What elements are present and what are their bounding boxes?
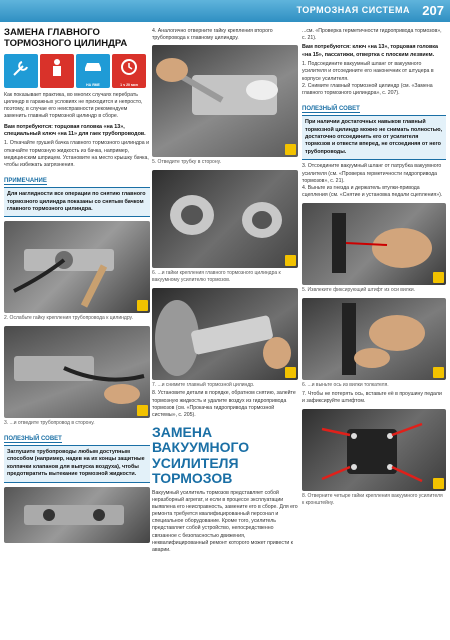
- booster-nuts-illustration: [302, 409, 446, 491]
- caption-step-2: 2. Ослабьте гайку крепления трубопровода к цилиндру.: [4, 315, 133, 322]
- step-1-text: 1. Откачайте грушей бачка главного тормозного цилиндра и откачайте тормозную жидкость из бачка, например, медицинским шприцем. Установите на место крышку бачка, чтобы избежать загрязнения.: [4, 140, 150, 168]
- tool-badge-icon: [285, 367, 296, 378]
- caption-step-7: 7. ...и снимите главный тормозной цилиндр.: [152, 381, 255, 388]
- booster-heading-line-1: ЗАМЕНА: [152, 424, 213, 441]
- step-8-text: 8. Установите детали в порядке, обратном снятию, залейте тормозную жидкость и удалите воздух из гидропривода тормозов (см. «Прокачка гидропривода тормозной системы», с. 205).: [152, 390, 296, 418]
- photo-step-4: [152, 45, 298, 157]
- heading-line-1: ЗАМЕНА ГЛАВНОГО: [4, 27, 100, 38]
- note-text: Для наглядности все операции по снятию главного тормозного цилиндра показаны со снятым бачком главного тормозного цилиндра.: [7, 191, 146, 213]
- caption-booster-step-5: 5. Извлеките фиксирующий штифт из оси вилки.: [302, 287, 416, 294]
- photo-booster-step-5: [302, 203, 446, 285]
- tool-badge-icon: [137, 300, 148, 311]
- photo-step-2: [4, 221, 150, 313]
- capped-lines-illustration: [4, 487, 150, 543]
- tip-heading-2: ПОЛЕЗНЫЙ СОВЕТ: [302, 106, 360, 113]
- caption-step-5: 5. Отведите трубку в сторону.: [152, 159, 221, 166]
- step-4-text: 4. Аналогично отверните гайку крепления второго трубопровода к главному цилиндру.: [152, 28, 273, 42]
- page-number: 207: [422, 3, 444, 18]
- tip-text-2: При наличии достаточных навыков главный тормозной цилиндр можно не снимать полностью, достаточно отсоединить его от усилителя тормозов и отвести вперед, не отсоединяя от него трубопроводы.: [305, 119, 443, 155]
- wrench-icon: [4, 54, 38, 88]
- tool-badge-icon: [433, 367, 444, 378]
- note-box: [4, 187, 150, 217]
- booster-intro-text: Вакуумный усилитель тормозов представляет собой неразборный агрегат, и если в процессе эксплуатации выявлена его неисправность, замените его в сборе. Для его ремонта требуется квалифицированный персонал и специальное оборудование. Кроме того, усилитель представляет собой устройство, непосредственно связанное с безопасностью движения, неквалифицированный ремонт которого может привести к аварии.: [152, 489, 298, 553]
- tip-box-2: [302, 115, 446, 160]
- photo-step-3: [4, 326, 150, 418]
- booster-step-7-text: 7. Чтобы не потерять ось, вставьте её в проушину педали и зафиксируйте штифтом.: [302, 390, 442, 404]
- tool-badge-icon: [285, 144, 296, 155]
- photo-step-6: [152, 170, 298, 268]
- booster-steps-a: 1. Подсоедините вакуумный шланг от вакуумного усилителя и отсоедините его наконечник от штуцера в корпусе усилителя. 2. Снимите главный тормозной цилиндр (см. «Замена главного тормозного цилиндра», с. 207).: [302, 61, 434, 96]
- photo-caps: [4, 487, 150, 543]
- intro-text: Как показывает практика, во многих случаях перебрать цилиндр в гаражных условиях не приходится и непросто, поэтому, в случае его неисправности рекомендуем заменить главный тормозной цилиндр в сборе.: [4, 91, 143, 120]
- section-heading-booster: [152, 425, 298, 487]
- photo-booster-step-8: [302, 409, 446, 491]
- tip-heading: ПОЛЕЗНЫЙ СОВЕТ: [4, 435, 62, 442]
- clock-icon-label: 1 ч 20 мин: [120, 82, 138, 87]
- booster-tools-text: Вам потребуются: ключ «на 13», торцовая головка «на 15», пассатижи, отвертка с плоским лезвием.: [302, 44, 438, 58]
- tool-badge-icon: [285, 255, 296, 266]
- photo-booster-step-6: [302, 298, 446, 380]
- continued-text: ...см. «Проверка герметичности гидропривода тормозов», с. 21).: [302, 28, 442, 42]
- section-title-header: ТОРМОЗНАЯ СИСТЕМА: [296, 5, 410, 15]
- tip-text: Заглушите трубопроводы любым доступным способом (например, надев на их концы защитные колпачки клапанов для выпуска воздуха), чтобы предотвратить вытекание тормозной жидкости.: [7, 448, 145, 478]
- section-heading-master-cylinder: [4, 28, 150, 50]
- photo-step-7: [152, 288, 298, 380]
- clock-icon: [112, 54, 146, 88]
- requirement-icons: [4, 54, 150, 88]
- page-header: [0, 0, 450, 22]
- brake-line-moved-illustration: [4, 326, 150, 418]
- column-1: [4, 28, 150, 543]
- heading-line-2: ТОРМОЗНОГО ЦИЛИНДРА: [4, 37, 128, 49]
- second-line-nut-illustration: [152, 45, 298, 157]
- caption-booster-step-6: 6. ...и выньте ось из вилки толкателя.: [302, 381, 389, 388]
- tip-box: [4, 445, 150, 483]
- mounting-nuts-illustration: [152, 170, 298, 268]
- brake-line-nut-illustration: [4, 221, 150, 313]
- note-heading: ПРИМЕЧАНИЕ: [4, 178, 47, 185]
- column-2: [152, 28, 298, 554]
- caption-booster-step-8: 8. Отверните четыре гайки крепления вакуумного усилителя к кронштейну.: [302, 493, 443, 506]
- axle-removal-illustration: [302, 298, 446, 380]
- person-icon: [40, 54, 74, 88]
- tool-badge-icon: [433, 272, 444, 283]
- tools-text: Вам потребуются: торцовая головка «на 13», специальный ключ «на 11» для гаек трубопроводов.: [4, 123, 146, 137]
- booster-heading-line-4: ТОРМОЗОВ: [152, 470, 233, 487]
- booster-heading-line-3: УСИЛИТЕЛЯ: [152, 454, 239, 471]
- booster-heading-line-2: ВАКУУМНОГО: [152, 439, 250, 456]
- booster-steps-b: 3. Отсоедините вакуумный шланг от патрубка вакуумного усилителя (см. «Проверка герметичности гидропривода тормозов», с. 21). 4. Выньте из гнезда и держатель втулки-привода сцепления (см. «Снятие и установка педали сцепления»).: [302, 163, 443, 199]
- car-icon-label: НА ЯМЕ: [86, 82, 100, 87]
- column-3: [302, 28, 446, 507]
- caption-step-3: 3. ...и отведите трубопровод в сторону.: [4, 420, 95, 427]
- cylinder-removal-illustration: [152, 288, 298, 380]
- car-icon: [76, 54, 110, 88]
- tool-badge-icon: [137, 405, 148, 416]
- pin-removal-illustration: [302, 203, 446, 285]
- caption-step-6: 6. ...и гайки крепления главного тормозного цилиндра к вакуумному усилителю тормозов.: [152, 270, 281, 283]
- tool-badge-icon: [433, 478, 444, 489]
